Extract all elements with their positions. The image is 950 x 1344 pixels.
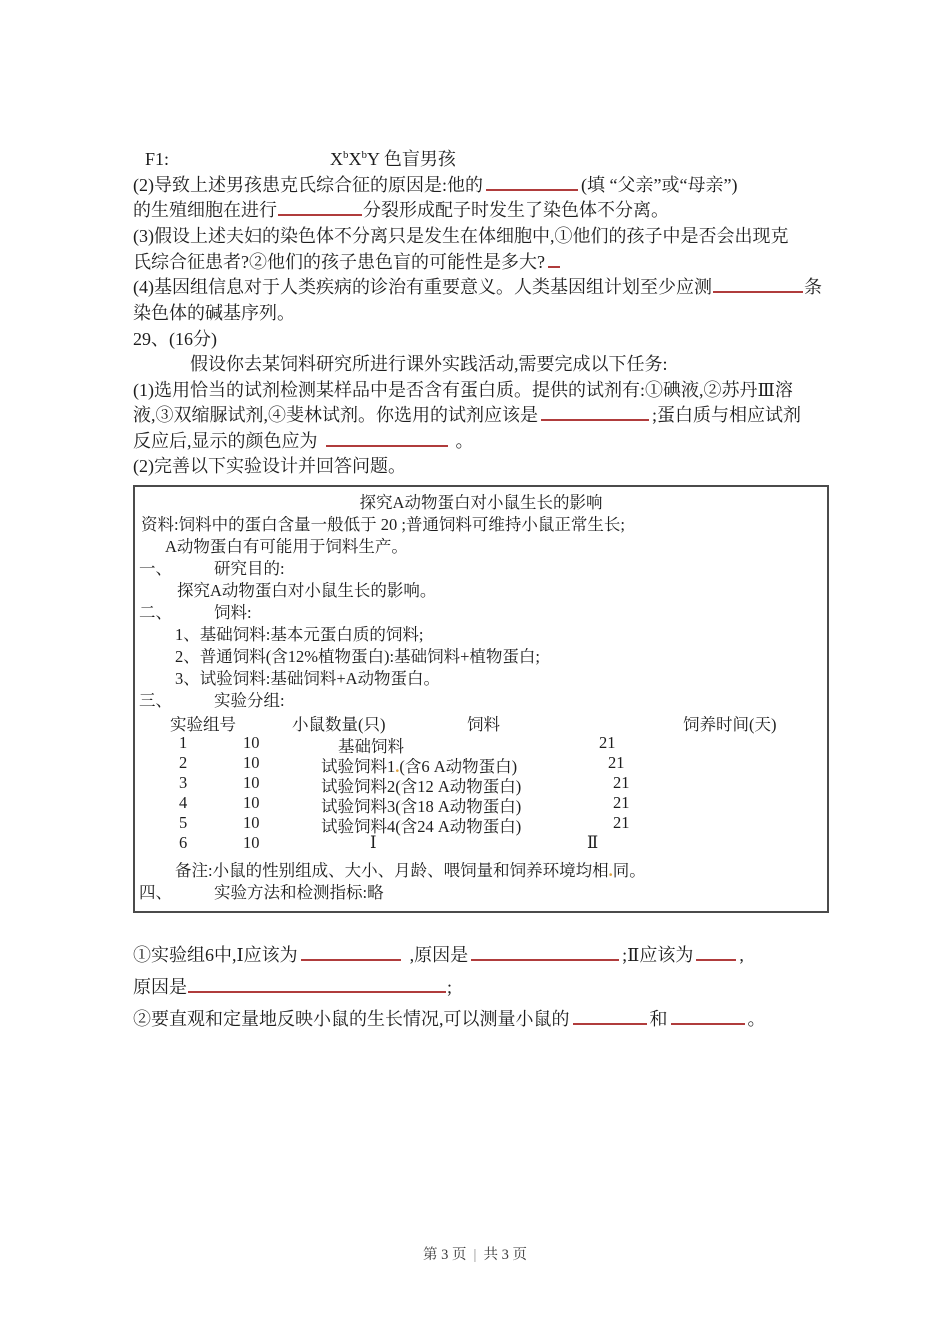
q4-text-c: 染色体的碱基序列。 [133, 303, 295, 323]
box-note-line [175, 861, 855, 881]
q3-line2 [133, 251, 839, 273]
answer-blank [548, 251, 560, 268]
q4-line1 [133, 276, 839, 298]
note-text-a: 备注:小鼠的性别组成、大小、月龄、喂饲量和饲养环境均相 [175, 861, 609, 880]
answer-blank [671, 1008, 745, 1025]
bottom-q1-text-c: ;Ⅱ应该为 [622, 945, 694, 965]
answer-blank [486, 174, 578, 191]
box-info-line1 [141, 515, 821, 535]
bottom-q1-line1 [133, 944, 839, 966]
genotype-x1: X [330, 149, 343, 169]
box-section1-heading [139, 559, 819, 579]
q4-text-b: 条 [804, 277, 822, 297]
row2-group: 2 [179, 753, 188, 772]
section3-label: 三、 [139, 691, 172, 710]
q3-line1 [133, 225, 839, 247]
row1-count: 10 [243, 733, 260, 752]
row4-count: 10 [243, 793, 260, 812]
q29-p1-line1 [133, 379, 839, 401]
row3-feed: 试验饲料2(含12 A动物蛋白) [321, 777, 522, 796]
box-title [141, 493, 821, 513]
col-header-feed: 饲料 [467, 715, 500, 734]
row2-days: 21 [608, 753, 625, 772]
feed-item-2-text: 2、普通饲料(含12%植物蛋白):基础饲料+植物蛋白; [175, 647, 540, 666]
genotype-rest: Y 色盲男孩 [367, 149, 456, 169]
row4-days: 21 [613, 793, 630, 812]
row6-days-placeholder-II: Ⅱ [587, 833, 599, 852]
feed-item-2 [175, 647, 855, 667]
col-header-mouse-count: 小鼠数量(只) [292, 715, 386, 734]
f1-label: F1: [145, 149, 170, 169]
q29-p1-text-b: 液,③双缩脲试剂,④斐林试剂。你选用的试剂应该是 [133, 405, 538, 425]
bottom-q1-text-e: 原因是 [133, 977, 187, 997]
box-section1-body [177, 581, 857, 601]
row5-days: 21 [613, 813, 630, 832]
row3-count: 10 [243, 773, 260, 792]
box-title-text: 探究A动物蛋白对小鼠生长的影响 [359, 493, 603, 512]
footer-page-total: 共 3 页 [483, 1247, 527, 1263]
footer-page-number: 第 3 页 [423, 1247, 467, 1263]
note-text-b: 同。 [612, 861, 646, 880]
section2-label: 二、 [139, 603, 172, 622]
q2-line2 [133, 199, 839, 221]
stray-dot: . [395, 757, 400, 776]
bottom-q1-line2 [133, 976, 839, 998]
answer-blank [188, 976, 446, 993]
answer-blank [713, 276, 803, 293]
bottom-q1-text-f: ; [447, 977, 453, 997]
footer-separator: | [473, 1247, 477, 1263]
bottom-q2-text-b: 和 [649, 1009, 668, 1029]
feed-item-3 [175, 669, 855, 689]
q29-number: 29、(16分) [133, 329, 217, 349]
answer-blank [278, 199, 362, 216]
box-section2-heading [139, 603, 819, 623]
q4-line2 [133, 302, 839, 324]
f1-genotype [330, 148, 456, 170]
genotype-sup1: b [343, 149, 349, 161]
page-footer [0, 1243, 950, 1264]
answer-blank [696, 944, 736, 961]
row1-days: 21 [599, 733, 616, 752]
answer-blank [326, 430, 448, 447]
col-header-days: 饲养时间(天) [683, 715, 777, 734]
q4-text-a: (4)基因组信息对于人类疾病的诊治有重要意义。人类基因组计划至少应测 [133, 277, 712, 297]
row5-group: 5 [179, 813, 188, 832]
answer-blank [471, 944, 619, 961]
q2-text-d: 分裂形成配子时发生了染色体不分离。 [363, 200, 669, 220]
bottom-q2-text-c: 。 [747, 1009, 766, 1029]
row1-feed: 基础饲料 [338, 737, 404, 756]
q29-p2-line [133, 455, 839, 477]
q2-text-b: (填 “父亲”或“母亲”) [581, 175, 738, 195]
q2-text-c: 的生殖细胞在进行 [133, 200, 277, 220]
stray-dot: . [608, 861, 613, 880]
bottom-q1-text-b: ,原因是 [409, 945, 469, 965]
answer-blank [301, 944, 401, 961]
row5-count: 10 [243, 813, 260, 832]
section1-title: 研究目的: [214, 559, 285, 578]
q29-p2-text: (2)完善以下实验设计并回答问题。 [133, 456, 406, 476]
box-section4-heading [139, 883, 819, 903]
q29-p1-text-e: 。 [455, 431, 474, 451]
bottom-q1-text-d: , [739, 945, 744, 965]
q29-p1-line3 [133, 430, 839, 452]
q29-number-line [133, 328, 839, 350]
bottom-q2-line [133, 1008, 839, 1030]
box-info-line2 [165, 537, 845, 557]
q29-p1-line2 [133, 404, 839, 426]
q29-intro-line [133, 353, 896, 375]
row6-group: 6 [179, 833, 188, 852]
experiment-design-box [133, 485, 829, 913]
section4-label: 四、 [139, 883, 172, 902]
row6-count: 10 [243, 833, 260, 852]
bottom-q2-text-a: ②要直观和定量地反映小鼠的生长情况,可以测量小鼠的 [133, 1009, 570, 1029]
answer-blank [573, 1008, 647, 1025]
col-header-group: 实验组号 [170, 715, 236, 734]
section2-title: 饲料: [214, 603, 252, 622]
box-info1-text: 资料:饲料中的蛋白含量一般低于 20 ;普通饲料可维持小鼠正常生长; [141, 515, 626, 534]
q3-text-a: (3)假设上述夫妇的染色体不分离只是发生在体细胞中,①他们的孩子中是否会出现克 [133, 226, 789, 246]
row5-feed: 试验饲料4(含24 A动物蛋白) [321, 817, 522, 836]
q29-intro: 假设你去某饲料研究所进行课外实践活动,需要完成以下任务: [190, 354, 668, 374]
section1-body-text: 探究A动物蛋白对小鼠生长的影响。 [177, 581, 437, 600]
row3-group: 3 [179, 773, 188, 792]
row4-group: 4 [179, 793, 188, 812]
row4-feed: 试验饲料3(含18 A动物蛋白) [321, 797, 522, 816]
box-info2-text: A动物蛋白有可能用于饲料生产。 [165, 537, 408, 556]
section1-label: 一、 [139, 559, 172, 578]
row3-days: 21 [613, 773, 630, 792]
feed-item-1-text: 1、基础饲料:基本元蛋白质的饲料; [175, 625, 424, 644]
q3-text-b: 氏综合征患者?②他们的孩子患色盲的可能性是多大? [133, 252, 545, 272]
bottom-q1-text-a: ①实验组6中,Ⅰ应该为 [133, 945, 298, 965]
genotype-x2: X [348, 149, 362, 169]
feed-item-1 [175, 625, 855, 645]
q29-p1-text-a: (1)选用恰当的试剂检测某样品中是否含有蛋白质。提供的试剂有:①碘液,②苏丹Ⅲ溶 [133, 380, 793, 400]
row2-feed-detail: (含6 A动物蛋白) [399, 757, 518, 776]
q29-p1-text-c: ;蛋白质与相应试剂 [652, 405, 802, 425]
row2-feed-name: 试验饲料1 [321, 757, 396, 776]
feed-item-3-text: 3、试验饲料:基础饲料+A动物蛋白。 [175, 669, 441, 688]
q29-p1-text-d: 反应后,显示的颜色应为 [133, 431, 318, 451]
q2-line1 [133, 174, 839, 196]
row2-count: 10 [243, 753, 260, 772]
q2-text-a: (2)导致上述男孩患克氏综合征的原因是:他的 [133, 175, 483, 195]
answer-blank [541, 404, 649, 421]
row6-feed-placeholder-I: Ⅰ [370, 833, 377, 852]
box-section3-heading [139, 691, 819, 711]
section3-title: 实验分组: [214, 691, 285, 710]
row1-group: 1 [179, 733, 188, 752]
section4-title: 实验方法和检测指标:略 [214, 883, 384, 902]
genotype-sup2: b [361, 149, 367, 161]
